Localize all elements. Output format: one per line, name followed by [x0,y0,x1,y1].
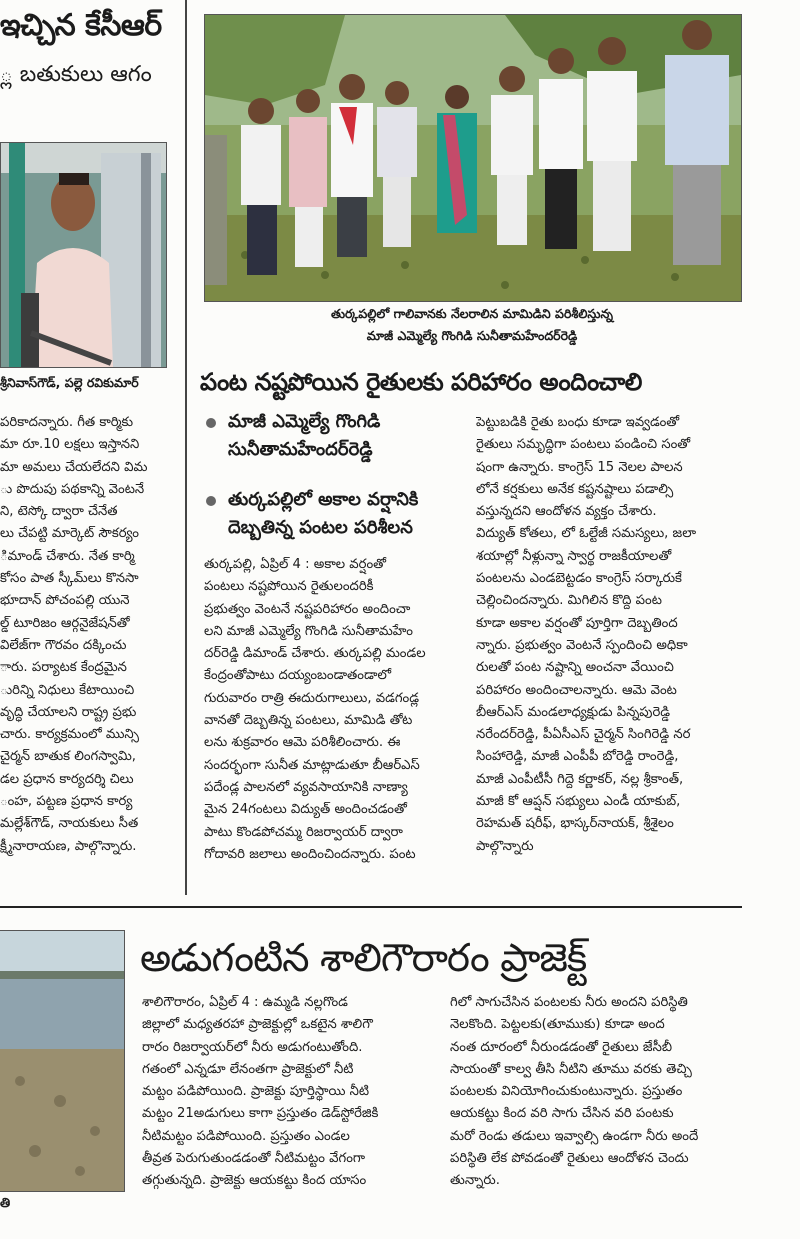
mango-field-photo [205,15,741,301]
text-line: సందర్భంగా సునీత మాట్లాడుతూ బీఆర్‌ఎస్ [204,757,420,773]
bullet-2-line-a: తుర్కపల్లిలో అకాల వర్షానికి [228,489,419,510]
text-line: ని, టెస్కో ద్వారా చేనేత [0,504,118,520]
main-photo-caption-1: తుర్కపల్లిలో గాలివానకు నేలరాలిన మామిడిని పరిశీలిస్తున్న [331,306,613,321]
bullet-dot-icon [206,496,216,506]
text-line: పంటలను ఎండబెట్టడం కాంగ్రెస్ సర్కారుకే [476,571,682,587]
text-line: మా రూ.10 లక్షలు ఇస్తానని [0,437,140,453]
text-line: మా అమలు చేయలేదని విమ [0,459,148,475]
text-line: చెల్లించిందన్నారు. మిగిలిన కొద్ది పంట [476,593,662,609]
text-line: నంత దూరంలో నీరుండడంతో రైతులు జేసీబీ [450,1039,672,1055]
text-line: ల్డ్ టూరిజం ఆర్గనైజేషన్‌తో [0,615,130,631]
text-line: పదేండ్ల పాలనలో వ్యవసాయానికి నాణ్యా [204,779,408,795]
bus-man-photo [1,143,166,367]
text-line: మాజీ కో ఆప్షన్ సభ్యులు ఎండీ యాకుబ్, [476,794,681,810]
bullet-dot-icon [206,418,216,428]
bottom-headline: అడుగంటిన శాలిగౌరారం ప్రాజెక్ట్ [140,936,587,981]
main-photo-caption-2: మాజీ ఎమ్మెల్యే గొంగిడి సునీతామహేందర్‌రెడ్డి [366,328,578,343]
text-line: పరిస్థితి లేక పోవడంతో రైతులు ఆందోళన చెందు [450,1151,689,1167]
text-line: లోనే కర్షకులు అనేక కష్టనష్టాలు పడాల్సి [476,481,674,497]
main-photo [204,14,742,302]
text-line: లు చేపట్టి మార్కెట్ సౌకర్యం [0,526,139,542]
text-line: నరేందర్‌రెడ్డి, పీఏసీఎస్ చైర్మన్ సింగిరెడ్డి నర [476,727,691,743]
text-line: కేంద్రంతోపాటు దయ్యంబండాతండాలో [204,668,392,684]
bullet-point-1 [204,408,466,464]
text-line: మరో రెండు తడులు ఇవ్వాల్సి ఉండగా నీరు అందే [450,1128,699,1144]
reservoir-photo [0,930,125,1192]
text-line: చైర్మన్ బాతుక లింగస్వామి, [0,749,136,765]
text-line: ిమాండ్ చేశారు. నేత కార్మి [0,548,135,564]
text-line: గిలో సాగుచేసిన పంటలకు నీరు అందని పరిస్థితి [450,995,688,1010]
text-line: మట్టం పడిపోయింది. ప్రాజెక్టు పూర్తిస్థాయి నీటి [142,1084,370,1100]
text-line: నీటిమట్టం పడిపోయింది. ప్రస్తుతం ఎండల [142,1128,350,1144]
text-line: రులతో పంట నష్టాన్ని అంచనా వేయించి [476,660,674,676]
text-line: ంహ, పట్టణ ప్రధాన కార్య [0,794,133,810]
text-line: డల ప్రధాన కార్యదర్శి చిలు [0,771,134,787]
text-line: బీఆర్‌ఎస్ మండలాధ్యక్షుడు పిన్నపురెడ్డి [476,704,671,720]
text-line: గురువారం రాత్రి ఈదురుగాలులు, వడగండ్ల [204,690,420,706]
text-line: పరికాదన్నారు. గీత కార్మికు [0,415,134,430]
text-line: కూడా అకాల వర్షంతో పూర్తిగా దెబ్బతింద [476,615,678,631]
text-line: భూదాన్ పోచంపల్లి యునె [0,593,130,609]
text-line: కోసం పాత స్కీమ్‌లు కొనసా [0,571,139,587]
text-line: మల్లేశ్‌గౌడ్, నాయకులు సీత [0,816,139,832]
text-line: వస్తున్నదని ఆందోళన వ్యక్తం చేశారు. [476,504,657,520]
text-line: నెలకొంది. పెట్టలకు(తూముకు) కూడా అంద [450,1017,665,1033]
text-line: విద్యుత్ కోతలు, లో ఓల్టేజీ సమస్యలు, జలా [476,526,697,542]
text-line: న్నారు. ప్రభుత్వం వెంటనే స్పందించి అధికా [476,637,688,653]
bottom-story-column-2 [450,992,742,1193]
text-line: వృద్ధి చేయాలని రాష్ట్ర ప్రభు [0,704,137,720]
text-line: క్ష్మీనారాయణ, పాల్గొన్నారు. [0,838,137,854]
left-photo-caption: శ్రీనివాస్‌గౌడ్, పల్లె రవికుమార్ [0,375,139,390]
bullet-2-line-b: దెబ్బతిన్న పంటల పరిశీలన [228,517,413,538]
text-line: తీవ్రత పెరుగుతుండడంతో నీటిమట్టం వేగంగా [142,1151,366,1167]
text-line: చారు. కార్యక్రమంలో మున్సి [0,727,139,743]
bullet-1-line-a: మాజీ ఎమ్మెల్యే గొంగిడి [228,411,381,432]
main-story-column-2 [476,412,742,858]
text-line: మట్టం 21అడుగులు కాగా ప్రస్తుతం డెడ్‌స్టోరేజికి [142,1106,379,1122]
text-line: మాజీ ఎంపీటీసీ గిద్దె కర్ణాకర్, నల్ల శ్రీకాంత్, [476,771,684,787]
text-line: తున్నారు. [450,1173,500,1189]
section-divider [0,906,742,908]
text-line: గతంలో ఎన్నడూ లేనంతగా ప్రాజెక్టులో నీటి [142,1061,354,1077]
left-headline-fragment: ఇచ్చిన కేసీఆర్ [0,8,162,43]
text-line: ప్రభుత్వం వెంటనే నష్టపరిహారం అందించా [204,601,411,617]
text-line: జిల్లాలో మధ్యతరహా ప్రాజెక్టుల్లో ఒకటైన శాలిగౌ [142,1017,373,1033]
main-story-column-1 [204,554,466,866]
main-headline: పంట నష్టపోయిన రైతులకు పరిహారం అందించాలి [200,368,642,396]
text-line: రెహమత్ షరీఫ్, భాస్కర్‌నాయక్, శ్రీశైలం [476,816,674,832]
text-line: ఆయకట్టు కింద వరి సాగు చేసిన వరి పంటకు [450,1106,674,1122]
text-line: షంగా ఉన్నారు. కాంగ్రెస్ 15 నెలల పాలన [476,459,683,475]
text-line: విలేజ్‌గా గౌరవం దక్కించు [0,637,127,653]
text-line: లను శుక్రవారం ఆమె పరిశీలించారు. ఈ [204,735,401,751]
text-line: ారు. పర్యాటక కేంద్రమైన [0,660,127,676]
text-line: సాయంతో కాల్వ తీసి నీటిని తూము వరకు తెచ్చి [450,1061,692,1077]
dry-reservoir-photo [0,931,124,1191]
text-line: పంటలకు వినియోగించుకుంటున్నారు. ప్రస్తుతం [450,1084,683,1100]
bullet-point-2 [204,486,466,542]
text-line: తగ్గుతున్నది. ప్రాజెక్టు ఆయకట్టు కింద యాసం [142,1173,367,1189]
text-line: శయాల్లో నీళ్లున్నా స్వార్థ రాజకీయాలతో [476,548,672,564]
text-line: పాటు కొండపోచమ్మ రిజర్వాయర్ ద్వారా [204,824,403,840]
text-line: గోదావరి జలాలు అందించిందన్నారు. పంట [204,846,416,862]
text-line: రారం రిజర్వాయర్‌లో నీరు అడుగంటుతోంది. [142,1039,363,1055]
text-line: శాలిగౌరారం, ఏప్రిల్ 4 : ఉమ్మడి నల్లగొండ [142,995,348,1010]
bullet-1-line-b: సునీతామహేందర్‌రెడ్డి [228,439,373,460]
left-column-text [0,412,180,858]
text-line: వానతో దెబ్బతిన్న పంటలు, మామిడి తోట [204,713,413,729]
left-photo [0,142,167,368]
text-line: పెట్టుబడికి రైతు బంధు కూడా ఇవ్వడంతో [476,415,680,430]
reservoir-photo-caption: తి [0,1196,11,1211]
text-line: పంటలు నష్టపోయిన రైతులందరికీ [204,579,374,595]
text-line: తుర్కపల్లి, ఏప్రిల్ 4 : అకాల వర్షంతో [204,557,387,572]
text-line: పాల్గొన్నారు [476,838,534,854]
left-subhead-fragment: ్ల బతుకులు ఆగం [0,62,152,87]
text-line: లని మాజీ ఎమ్మెల్యే గొంగిడి సునీతామహేం [204,623,413,639]
text-line: ురిన్ని నిధులు కేటాయించి [0,682,135,698]
text-line: పరిహారం అందించాలన్నారు. ఆమె వెంట [476,682,677,698]
text-line: ు పొదుపు పథకాన్ని వెంటనే [0,481,145,497]
bottom-story-column-1 [142,992,434,1193]
column-divider [185,0,187,895]
text-line: మైన 24గంటలు విద్యుత్ అందించడంతో [204,802,407,818]
text-line: రైతులు సమృద్ధిగా పంటలు పండించి సంతో [476,437,691,453]
text-line: సింహారెడ్డి, మాజీ ఎంపీపీ బోరెడ్డి రాంరెడ్డి, [476,749,679,765]
text-line: దర్‌రెడ్డి డిమాండ్ చేశారు. తుర్కపల్లి మండల [204,646,426,662]
